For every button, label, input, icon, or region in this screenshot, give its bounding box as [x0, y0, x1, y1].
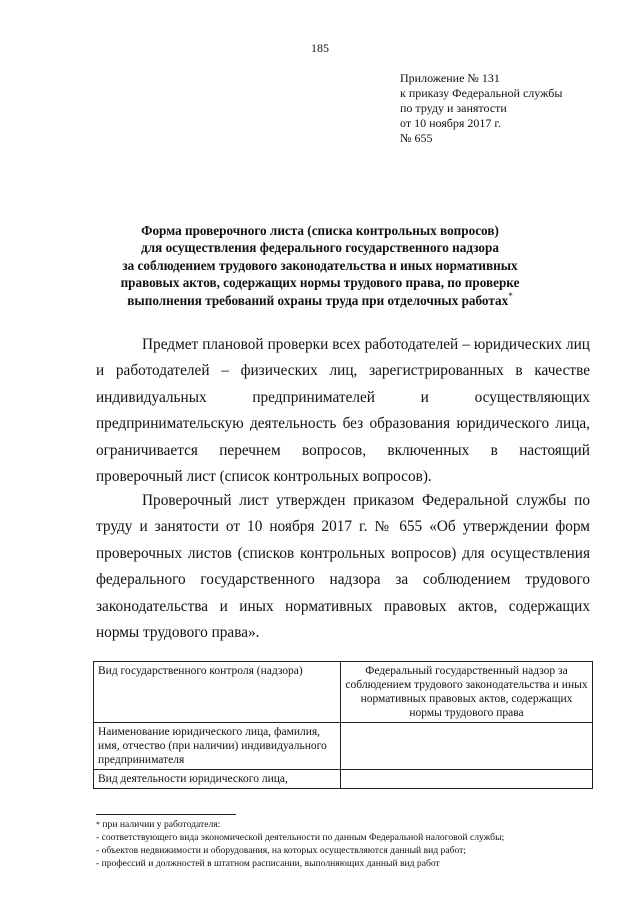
- title-line: для осуществления федерального государственного надзора: [141, 240, 499, 256]
- appendix-line: по труду и занятости: [400, 101, 507, 115]
- table-cell-value: [341, 770, 593, 789]
- footnote-item: - объектов недвижимости и оборудования, на которых осуществляются данный вид работ;: [96, 845, 466, 856]
- footnote-reference[interactable]: *: [508, 290, 513, 301]
- appendix-line: Приложение № 131: [400, 71, 500, 85]
- page-number: 185: [311, 41, 329, 55]
- table-cell-value: [341, 723, 593, 770]
- footnote-divider: [96, 814, 236, 815]
- paragraph-text: Проверочный лист утвержден приказом Федеральной службы по труду и занятости от 10 ноября 2017 г. № 655 «Об утверждении форм проверочных листов (списков контрольных вопросов) для осуществления федерального государственного надзора за соблюдением трудового законодательства и иных нормативных правовых актов, содержащих нормы трудового права».: [96, 492, 590, 642]
- paragraph-text: Предмет плановой проверки всех работодателей – юридических лиц и работодателей – физических лиц, зарегистрированных в качестве индивидуальных предпринимателей и осуществляющих предпринимательскую деятельность без образования юридического лица, ограничивается перечнем вопросов, включенных в настоящий проверочный лист (список контрольных вопросов).: [96, 336, 590, 486]
- approval-paragraph: [96, 488, 590, 646]
- appendix-header: [400, 71, 562, 146]
- title-line: [60, 292, 580, 309]
- document-title: [60, 222, 580, 309]
- table-cell-value: Федеральный государственный надзор за соблюдением трудового законодательства и иных нормативных правовых актов, содержащих нормы трудового права: [341, 662, 593, 723]
- footnotes: [96, 818, 504, 870]
- footnote-intro-text: при наличии у работодателя:: [100, 819, 221, 830]
- appendix-line: № 655: [400, 131, 433, 145]
- footnote-intro: [96, 818, 504, 831]
- appendix-line: от 10 ноября 2017 г.: [400, 116, 501, 130]
- table-cell-label: Вид государственного контроля (надзора): [94, 662, 341, 723]
- title-line: за соблюдением трудового законодательства и иных нормативных: [122, 257, 518, 273]
- title-line-text: выполнения требований охраны труда при отделочных работах: [127, 292, 509, 308]
- footnote-item: - соответствующего вида экономической деятельности по данным Федеральной налоговой службы;: [96, 832, 505, 843]
- appendix-line: к приказу Федеральной службы: [400, 86, 563, 100]
- checklist-table: [93, 661, 593, 789]
- intro-paragraph: [96, 332, 590, 490]
- table-cell-label: Наименование юридического лица, фамилия, имя, отчество (при наличии) индивидуального предпринимателя: [94, 723, 341, 770]
- footnote-mark: *: [96, 820, 100, 829]
- footnote-item: - профессий и должностей в штатном расписании, выполняющих данный вид работ: [96, 858, 440, 869]
- table-cell-label: Вид деятельности юридического лица,: [94, 770, 341, 789]
- title-line: правовых актов, содержащих нормы трудового права, по проверке: [120, 275, 520, 291]
- title-line: Форма проверочного листа (списка контрольных вопросов): [141, 223, 499, 238]
- table-row: [94, 770, 593, 789]
- table-row: [94, 662, 593, 723]
- table-row: [94, 723, 593, 770]
